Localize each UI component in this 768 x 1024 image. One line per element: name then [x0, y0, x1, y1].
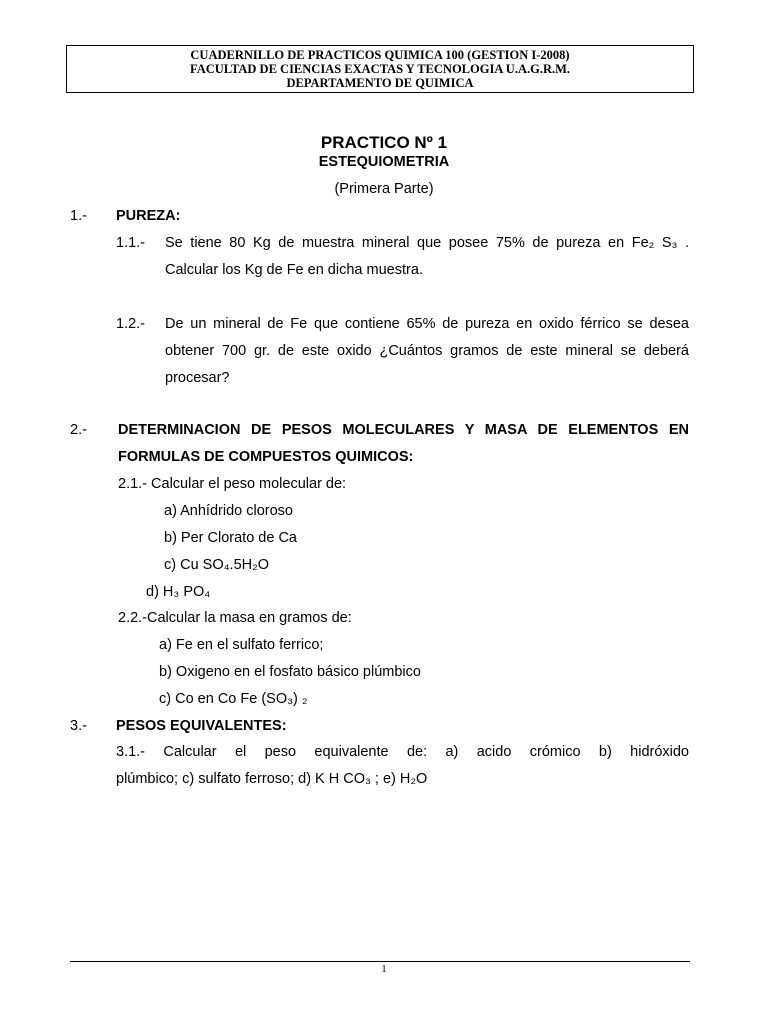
- question-1-2-line-1: De un mineral de Fe que contiene 65% de pureza en oxido férrico se desea: [165, 316, 689, 332]
- section-2-heading-line-2: FORMULAS DE COMPUESTOS QUIMICOS:: [118, 449, 414, 465]
- question-1-2-text: [165, 311, 689, 392]
- question-1-1-line-2: Calcular los Kg de Fe en dicha muestra.: [165, 262, 423, 278]
- question-1-1-number: 1.1.-: [116, 235, 146, 251]
- section-2-heading-line-1: DETERMINACION DE PESOS MOLECULARES Y MASA DE ELEMENTOS EN: [118, 422, 689, 438]
- practice-topic: ESTEQUIOMETRIA: [318, 154, 450, 170]
- question-2-1-item-a: a) Anhídrido cloroso: [164, 503, 293, 519]
- header-line-3: DEPARTAMENTO DE QUIMICA: [286, 76, 474, 90]
- question-2-2-item-c: c) Co en Co Fe (SO₃) ₂: [159, 691, 308, 707]
- section-3-heading: PESOS EQUIVALENTES:: [116, 718, 287, 734]
- question-2-1-item-d: d) H₃ PO₄: [146, 584, 211, 600]
- section-1-number: 1.-: [70, 208, 87, 224]
- practice-part: (Primera Parte): [334, 181, 434, 197]
- question-3-1-line-1: 3.1.- Calcular el peso equivalente de: a) acido crómico b) hidróxido: [116, 744, 689, 760]
- question-2-1: 2.1.- Calcular el peso molecular de:: [118, 476, 347, 492]
- question-1-2-line-2: obtener 700 gr. de este oxido ¿Cuántos gramos de este mineral se deberá: [165, 343, 689, 359]
- section-2-heading: [118, 417, 689, 471]
- question-2-2-item-a: a) Fe en el sulfato ferrico;: [159, 637, 324, 653]
- question-2-1-item-c: c) Cu SO₄.5H₂O: [164, 557, 270, 573]
- page-number: 1: [381, 963, 387, 975]
- question-3-1-line-2: plúmbico; c) sulfato ferroso; d) K H CO₃ ; e) H₂O: [116, 771, 428, 787]
- section-3-number: 3.-: [70, 718, 87, 734]
- question-1-2-number: 1.2.-: [116, 316, 146, 332]
- section-1-heading: PUREZA:: [116, 208, 181, 224]
- question-1-2-line-3: procesar?: [165, 370, 230, 386]
- question-1-1-text: [165, 230, 689, 284]
- section-2-number: 2.-: [70, 422, 87, 438]
- question-3-1: [116, 739, 689, 793]
- question-2-1-item-b: b) Per Clorato de Ca: [164, 530, 297, 546]
- question-2-2-item-b: b) Oxigeno en el fosfato básico plúmbico: [159, 664, 421, 680]
- document-header: [66, 45, 694, 93]
- footer-rule: [70, 961, 690, 962]
- header-line-2: FACULTAD DE CIENCIAS EXACTAS Y TECNOLOGIA U.A.G.R.M.: [189, 62, 571, 76]
- practice-title: PRACTICO Nº 1: [320, 133, 448, 152]
- header-line-1: CUADERNILLO DE PRACTICOS QUIMICA 100 (GESTION I-2008): [190, 48, 570, 62]
- question-1-1-line-1: Se tiene 80 Kg de muestra mineral que posee 75% de pureza en Fe₂ S₃ .: [165, 235, 689, 251]
- question-2-2: 2.2.-Calcular la masa en gramos de:: [118, 610, 352, 626]
